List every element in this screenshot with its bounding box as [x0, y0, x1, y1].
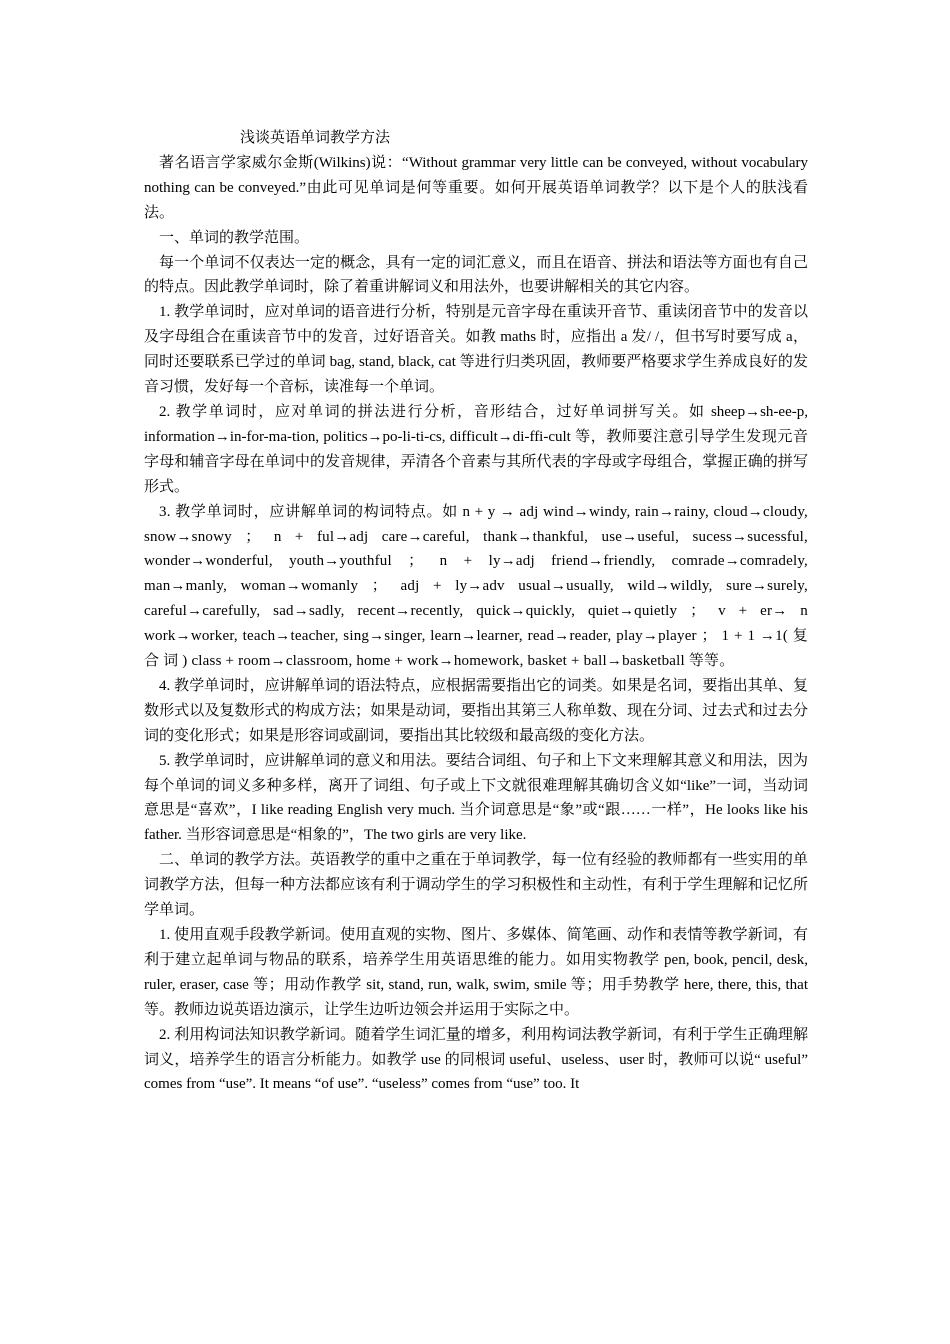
list-item-spelling: 2. 教学单词时，应对单词的拼法进行分析，音形结合，过好单词拼写关。如 sheep→sh-ee-p, information→in-for-ma-tion, politics→po-li-ti-cs, difficult→di-ffi-cult 等，教师要注意引导学生发现元音字母和辅音字母在单词中的发音规律，弄清各个音素与其所代表的字母或字母组合，掌握正确的拼写形式。 — [144, 403, 808, 495]
document-body — [144, 126, 808, 1097]
section-heading-1: 一、单词的教学范围。 — [159, 229, 310, 246]
list-item-grammar: 4. 教学单词时，应讲解单词的语法特点，应根据需要指出它的词类。如果是名词，要指出其单、复数形式以及复数形式的构成方法；如果是动词，要指出其第三人称单数、现在分词、过去式和过去分词的变化形式；如果是形容词或副词，要指出其比较级和最高级的变化方法。 — [144, 677, 808, 744]
paragraph-intro: 著名语言学家威尔金斯(Wilkins)说：“Without grammar very little can be conveyed, without vocabulary nothing can be conveyed.”由此可见单词是何等重要。如何开展英语单词教学？以下是个人的肤浅看法。 — [144, 154, 808, 221]
section-heading-2: 二、单词的教学方法。英语教学的重中之重在于单词教学，每一位有经验的教师都有一些实用的单词教学方法，但每一种方法都应该有利于调动学生的学习积极性和主动性，有利于学生理解和记忆所学单词。 — [144, 852, 808, 919]
paragraph-scope: 每一个单词不仅表达一定的概念，具有一定的词汇意义，而且在语音、拼法和语法等方面也有自己的特点。因此教学单词时，除了着重讲解词义和用法外，也要讲解相关的其它内容。 — [144, 254, 808, 296]
list-item-meaning-usage: 5. 教学单词时，应讲解单词的意义和用法。要结合词组、句子和上下文来理解其意义和用法，因为每个单词的词义多种多样，离开了词组、句子或上下文就很难理解其确切含义如“like”一词，当动词意思是“喜欢”，I like reading English very much. 当介词意思是“象”或“跟……一样”，He looks like his father. 当形容词意思是“相象的”，The two girls are very like. — [144, 752, 808, 844]
list-item-word-formation: 3. 教学单词时，应讲解单词的构词特点。如 n + y → adj wind→windy, rain→rainy, cloud→cloudy, snow→snowy ； n + ful→adj care→careful, thank→thankful, use→useful, sucess→sucessful, wonder→wonderful, youth→youthful ； n + ly→adj friend→friendly, comrade→comradely, man→manly, woman→womanly ； adj + ly→adv usual→usually, wild→wildly, sure→surely, careful→carefully, sad→sadly, recent→recently, quick→quickly, quiet→quietly ； v + er→ n work→worker, teach→teacher, sing→singer, learn→learner, read→reader, play→player ； 1 + 1 →1( 复 合 词 ) class + room→classroom, home + work→homework, basket + ball→basketball 等等。 — [144, 503, 808, 670]
document-title: 浅谈英语单词教学方法 — [240, 130, 391, 146]
list-item-visual-aids: 1. 使用直观手段教学新词。使用直观的实物、图片、多媒体、简笔画、动作和表情等教学新词，有利于建立起单词与物品的联系，培养学生用英语思维的能力。如用实物教学 pen, book, pencil, desk, ruler, eraser, case 等；用动作教学 sit, stand, run, walk, swim, smile 等；用手势教学 here, there, this, that 等。教师边说英语边演示，让学生边听边领会并运用于实际之中。 — [144, 927, 808, 1018]
list-item-morphology: 2. 利用构词法知识教学新词。随着学生词汇量的增多，利用构词法教学新词，有利于学生正确理解词义，培养学生的语言分析能力。如教学 use 的同根词 useful、useless、user 时，教师可以说“ useful” comes from “use”. It means “of use”. “useless” comes from “use” too. It — [144, 1026, 808, 1093]
list-item-pronunciation: 1. 教学单词时，应对单词的语音进行分析，特别是元音字母在重读开音节、重读闭音节中的发音以及字母组合在重读音节中的发音，过好语音关。如教 maths 时，应指出 a 发/ /，但书写时要写成 a，同时还要联系已学过的单词 bag, stand, black, cat 等进行归类巩固，教师要严格要求学生养成良好的发音习惯，发好每一个音标，读准每一个单词。 — [144, 304, 808, 396]
